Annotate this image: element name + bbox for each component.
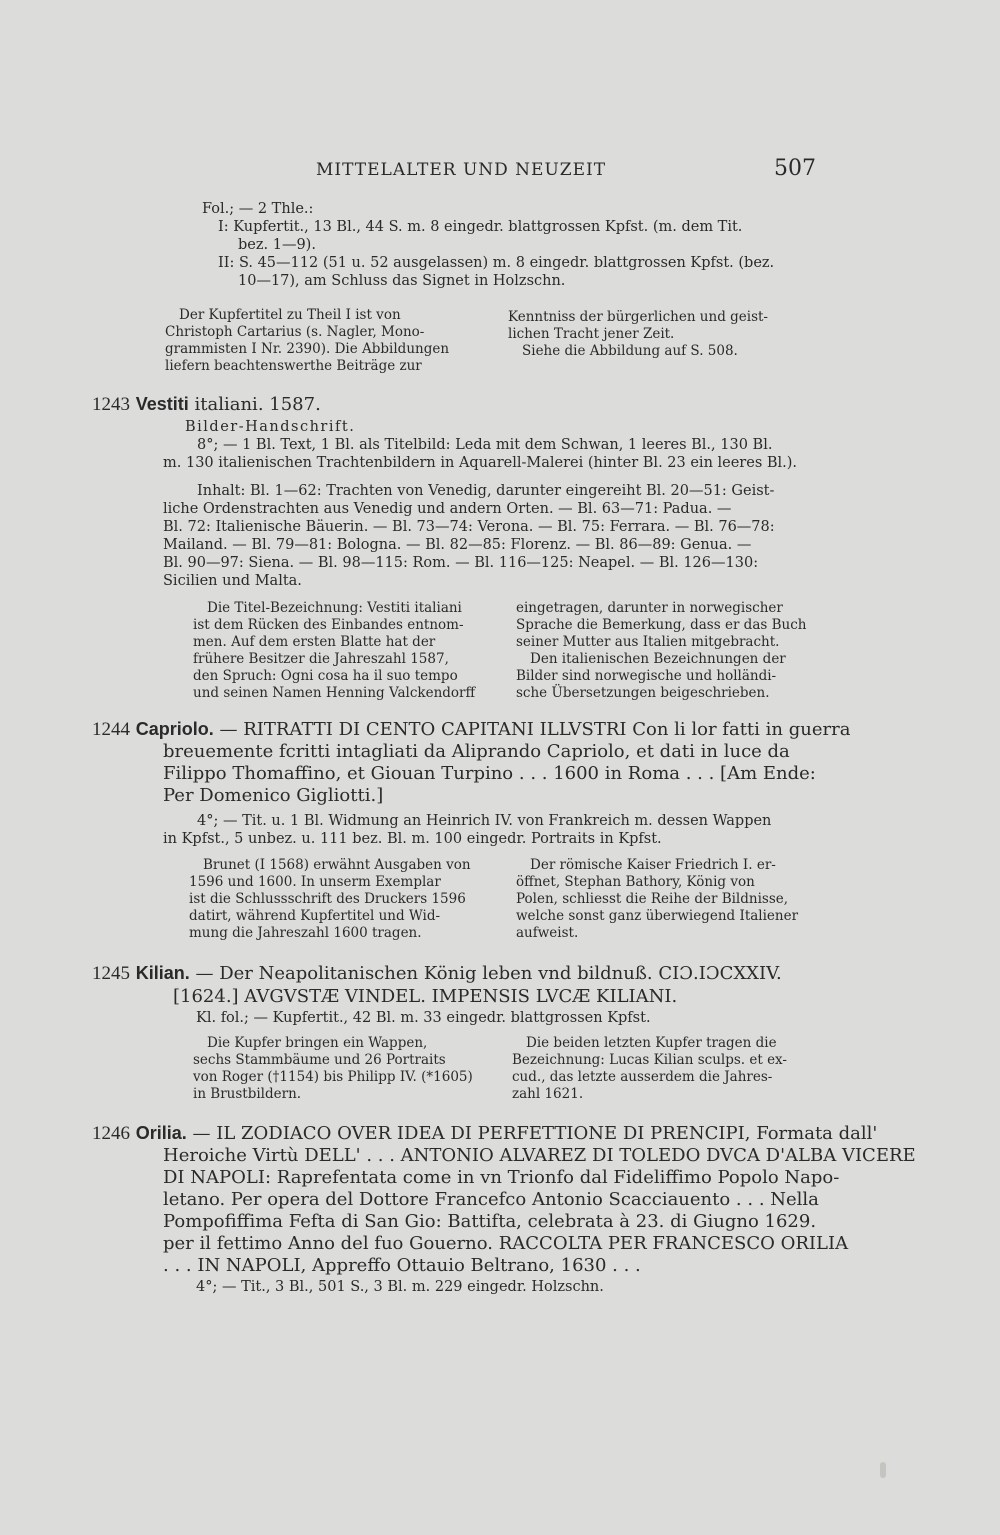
entry-1245-note-right — [512, 1035, 787, 1103]
entry-1244-heading — [92, 718, 850, 807]
note-line: Bilder sind norwegische und holländi- — [516, 668, 777, 684]
note-line: zahl 1621. — [512, 1086, 584, 1102]
note-line: men. Auf dem ersten Blatte hat der — [193, 634, 436, 650]
note-line: öffnet, Stephan Bathory, König von — [516, 874, 755, 890]
entry-1244-note-right — [516, 857, 798, 942]
entry-title-line: Filippo Thomaffino, et Giouan Turpino . . . 1600 in Roma . . . [Am Ende: — [163, 763, 816, 784]
note-line: Siehe die Abbildung auf S. 508. — [522, 343, 738, 359]
text-line: bez. 1—9). — [238, 237, 316, 253]
entry-1243-heading — [92, 393, 321, 416]
note-line: datirt, während Kupfertitel und Wid- — [189, 908, 441, 924]
entry-title-line: — Der Neapolitanischen König leben vnd bildnuß. CIƆ.IƆCXXIV. — [195, 963, 782, 984]
entry-title-line: DI NAPOLI: Raprefentata come in vn Trionfo dal Fideliffimo Popolo Napo- — [163, 1167, 840, 1188]
text-line: 4°; — Tit., 3 Bl., 501 S., 3 Bl. m. 229 eingedr. Holzschn. — [196, 1279, 604, 1295]
entry-number: 1244 — [92, 719, 130, 740]
note-line: aufweist. — [516, 925, 579, 941]
note-line: welche sonst ganz überwiegend Italiener — [516, 908, 799, 924]
text-line: I: Kupfertit., 13 Bl., 44 S. m. 8 eingedr. blattgrossen Kpfst. (m. dem Tit. — [218, 219, 743, 235]
note-line: Die Kupfer bringen ein Wappen, — [207, 1035, 428, 1051]
entry-name: Orilia. — [135, 1123, 187, 1143]
top-entry-note-right — [508, 309, 768, 360]
note-line: Der römische Kaiser Friedrich I. er- — [530, 857, 776, 873]
top-entry-note-left — [165, 307, 449, 375]
entry-1244-note-left — [189, 857, 471, 942]
entry-title-line: breuemente fcritti intagliati da Aliprando Capriolo, et dati in luce da — [163, 741, 790, 762]
note-line: Kenntniss der bürgerlichen und geist- — [508, 309, 768, 325]
entry-title: italiani. 1587. — [194, 394, 321, 415]
note-line: grammisten I Nr. 2390). Die Abbildungen — [165, 341, 450, 357]
note-line: Sprache die Bemerkung, dass er das Buch — [516, 617, 807, 633]
entry-number: 1245 — [92, 963, 130, 984]
entry-1243-body — [163, 418, 798, 472]
note-line: Christoph Cartarius (s. Nagler, Mono- — [165, 324, 425, 340]
note-line: ist die Schlussschrift des Druckers 1596 — [189, 891, 466, 907]
text-line: 8°; — 1 Bl. Text, 1 Bl. als Titelbild: Leda mit dem Schwan, 1 leeres Bl., 130 Bl. — [197, 437, 773, 453]
entry-1245-note-left — [193, 1035, 473, 1103]
text-line: 4°; — Tit. u. 1 Bl. Widmung an Heinrich IV. von Frankreich m. dessen Wappen — [197, 813, 772, 829]
entry-title-line: Pompofiffima Fefta di San Gio: Battifta, celebrata à 23. di Giugno 1629. — [163, 1211, 817, 1232]
note-line: Der Kupfertitel zu Theil I ist von — [179, 307, 401, 323]
text-line: Kl. fol.; — Kupfertit., 42 Bl. m. 33 eingedr. blattgrossen Kpfst. — [196, 1010, 651, 1026]
note-line: Die beiden letzten Kupfer tragen die — [526, 1035, 777, 1051]
entry-name: Kilian. — [135, 963, 190, 983]
note-line: liefern beachtenswerthe Beiträge zur — [165, 358, 422, 374]
entry-1243-note-left — [193, 600, 475, 702]
page-header — [316, 156, 816, 181]
text-line: 10—17), am Schluss das Signet in Holzschn. — [238, 273, 566, 289]
entry-number: 1243 — [92, 394, 130, 415]
text-line: in Kpfst., 5 unbez. u. 111 bez. Bl. m. 100 eingedr. Portraits in Kpfst. — [163, 831, 662, 847]
entry-1245-desc — [196, 1009, 651, 1027]
entry-1243-content — [163, 482, 775, 590]
entry-1246-heading — [92, 1122, 916, 1277]
text-line: Inhalt: Bl. 1—62: Trachten von Venedig, darunter eingereiht Bl. 20—51: Geist- — [197, 483, 775, 499]
text-line: Fol.; — 2 Thle.: — [202, 201, 314, 217]
note-line: seiner Mutter aus Italien mitgebracht. — [516, 634, 780, 650]
note-line: Die Titel-Bezeichnung: Vestiti italiani — [207, 600, 462, 616]
text-line: liche Ordenstrachten aus Venedig und andern Orten. — Bl. 63—71: Padua. — — [163, 501, 732, 517]
entry-title-line: Heroiche Virtù DELL' . . . ANTONIO ALVAREZ DI TOLEDO DVCA D'ALBA VICERE — [163, 1145, 916, 1166]
note-line: in Brustbildern. — [193, 1086, 302, 1102]
note-line: mung die Jahreszahl 1600 tragen. — [189, 925, 422, 941]
top-entry-desc — [202, 200, 774, 290]
text-line: Sicilien und Malta. — [163, 573, 302, 589]
paper-mark — [880, 1462, 886, 1478]
text-line: Bl. 90—97: Siena. — Bl. 98—115: Rom. — Bl. 116—125: Neapel. — Bl. 126—130: — [163, 555, 759, 571]
entry-title-line: . . . IN NAPOLI, Appreffo Ottauio Beltrano, 1630 . . . — [163, 1255, 641, 1276]
entry-1244-desc — [163, 812, 771, 848]
note-line: frühere Besitzer die Jahreszahl 1587, — [193, 651, 449, 667]
note-line: sche Übersetzungen beigeschrieben. — [516, 685, 770, 701]
entry-number: 1246 — [92, 1123, 130, 1144]
note-line: von Roger (†1154) bis Philipp IV. (*1605) — [193, 1069, 473, 1085]
entry-title-line: — RITRATTI DI CENTO CAPITANI ILLVSTRI Con li lor fatti in guerra — [219, 719, 851, 740]
entry-name: Capriolo. — [135, 719, 214, 739]
entry-name: Vestiti — [135, 394, 189, 414]
note-line: eingetragen, darunter in norwegischer — [516, 600, 783, 616]
note-line: lichen Tracht jener Zeit. — [508, 326, 675, 342]
text-line: Bl. 72: Italienische Bäuerin. — Bl. 73—74: Verona. — Bl. 75: Ferrara. — Bl. 76—78: — [163, 519, 775, 535]
entry-subtitle: Bilder-Handschrift. — [185, 419, 356, 435]
entry-1245-heading — [92, 962, 782, 1009]
entry-title-line: Per Domenico Gigliotti.] — [163, 785, 384, 806]
entry-1243-note-right — [516, 600, 806, 702]
running-title: MITTELALTER UND NEUZEIT — [316, 160, 607, 180]
text-line: m. 130 italienischen Trachtenbildern in Aquarell-Malerei (hinter Bl. 23 ein leeres Bl.). — [163, 455, 798, 471]
note-line: sechs Stammbäume und 26 Portraits — [193, 1052, 446, 1068]
note-line: 1596 und 1600. In unserm Exemplar — [189, 874, 441, 890]
note-line: Polen, schliesst die Reihe der Bildnisse, — [516, 891, 789, 907]
text-line: II: S. 45—112 (51 u. 52 ausgelassen) m. 8 eingedr. blattgrossen Kpfst. (bez. — [218, 255, 775, 271]
entry-title-line: — IL ZODIACO OVER IDEA DI PERFETTIONE DI PRENCIPI, Formata dall' — [192, 1123, 878, 1144]
note-line: und seinen Namen Henning Valckendorff — [193, 685, 476, 701]
note-line: den Spruch: Ogni cosa ha il suo tempo — [193, 668, 458, 684]
note-line: Brunet (I 1568) erwähnt Ausgaben von — [203, 857, 471, 873]
entry-1246-desc — [196, 1278, 604, 1296]
entry-title-line: [1624.] AVGVSTÆ VINDEL. IMPENSIS LVCÆ KILIANI. — [173, 986, 678, 1007]
page-number: 507 — [774, 156, 816, 181]
entry-title-line: per il fettimo Anno del fuo Gouerno. RACCOLTA PER FRANCESCO ORILIA — [163, 1233, 849, 1254]
note-line: ist dem Rücken des Einbandes entnom- — [193, 617, 464, 633]
note-line: Den italienischen Bezeichnungen der — [530, 651, 786, 667]
text-line: Mailand. — Bl. 79—81: Bologna. — Bl. 82—85: Florenz. — Bl. 86—89: Genua. — — [163, 537, 752, 553]
note-line: cud., das letzte ausserdem die Jahres- — [512, 1069, 773, 1085]
note-line: Bezeichnung: Lucas Kilian sculps. et ex- — [512, 1052, 787, 1068]
entry-title-line: letano. Per opera del Dottore Francefco Antonio Scacciauento . . . Nella — [163, 1189, 819, 1210]
